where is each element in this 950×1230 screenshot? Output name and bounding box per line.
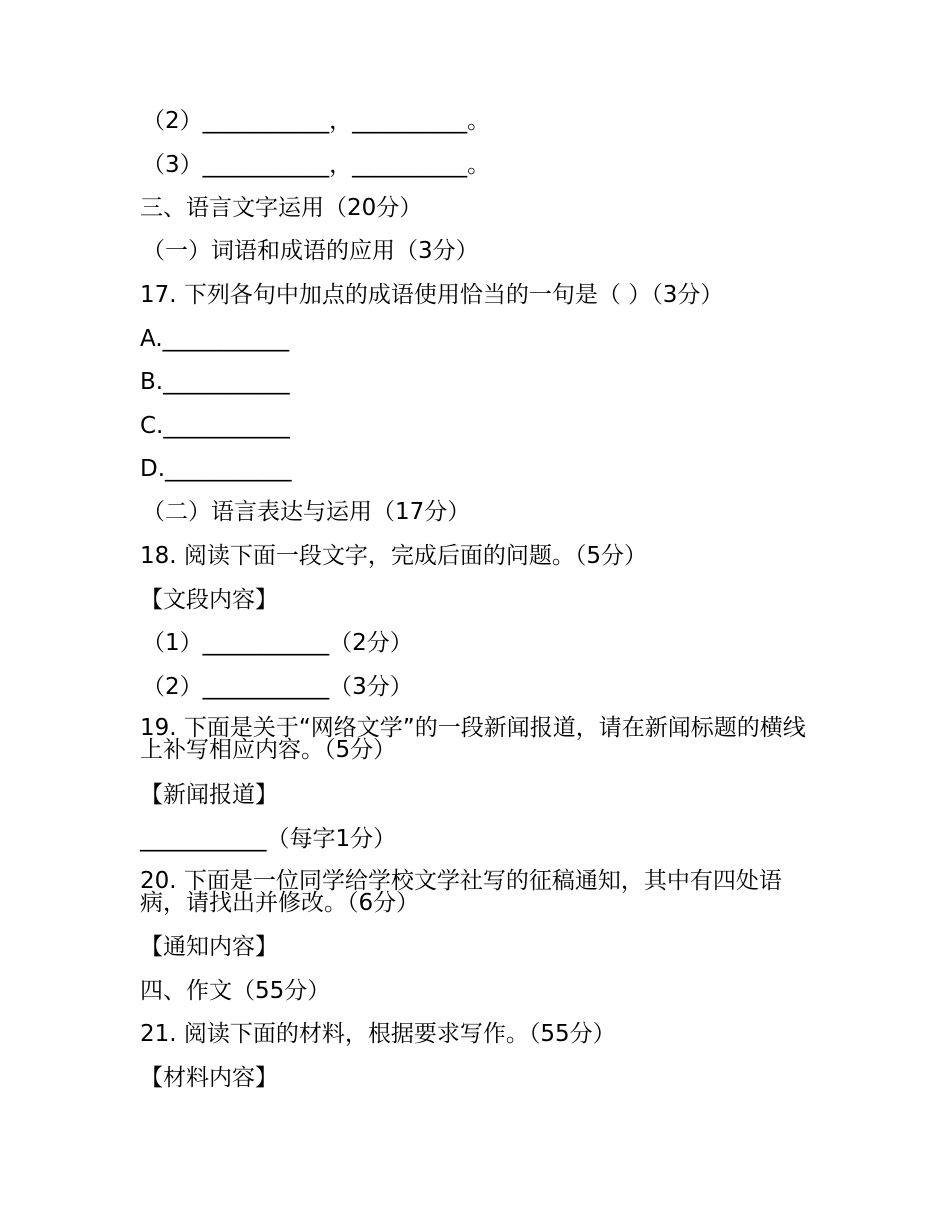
answer-18-1: （1）___________（2分）	[142, 630, 413, 656]
notice-label-20: 【通知内容】	[140, 934, 278, 960]
question-18: 18. 阅读下面一段文字，完成后面的问题。（5分）	[140, 543, 648, 569]
option-a: A.___________	[140, 326, 290, 352]
answer-line-3: （3）___________，__________。	[142, 152, 491, 178]
question-17: 17. 下列各句中加点的成语使用恰当的一句是（ ）（3分）	[140, 282, 724, 308]
option-d: D.___________	[140, 456, 292, 482]
section-heading-4: 四、作文（55分）	[140, 978, 331, 1004]
question-19: 19. 下面是关于“网络文学”的一段新闻报道，请在新闻标题的横线上补写相应内容。（5分）	[140, 715, 806, 763]
passage-label-18: 【文段内容】	[140, 587, 278, 613]
subsection-heading-2: （二）语言表达与运用（17分）	[142, 499, 471, 525]
material-label-21: 【材料内容】	[140, 1065, 278, 1091]
subsection-heading-1: （一）词语和成语的应用（3分）	[142, 238, 479, 264]
option-c: C.___________	[140, 413, 290, 439]
answer-19: ___________（每字1分）	[140, 826, 397, 852]
question-20: 20. 下面是一位同学给学校文学社写的征稿通知，其中有四处语病，请找出并修改。（6分）	[140, 868, 782, 916]
answer-18-2: （2）___________（3分）	[142, 674, 413, 700]
question-21: 21. 阅读下面的材料，根据要求写作。（55分）	[140, 1021, 616, 1047]
section-heading-3: 三、语言文字运用（20分）	[140, 195, 423, 221]
option-b: B.___________	[140, 369, 290, 395]
answer-line-2: （2）___________，__________。	[142, 108, 491, 134]
news-label-19: 【新闻报道】	[140, 782, 278, 808]
